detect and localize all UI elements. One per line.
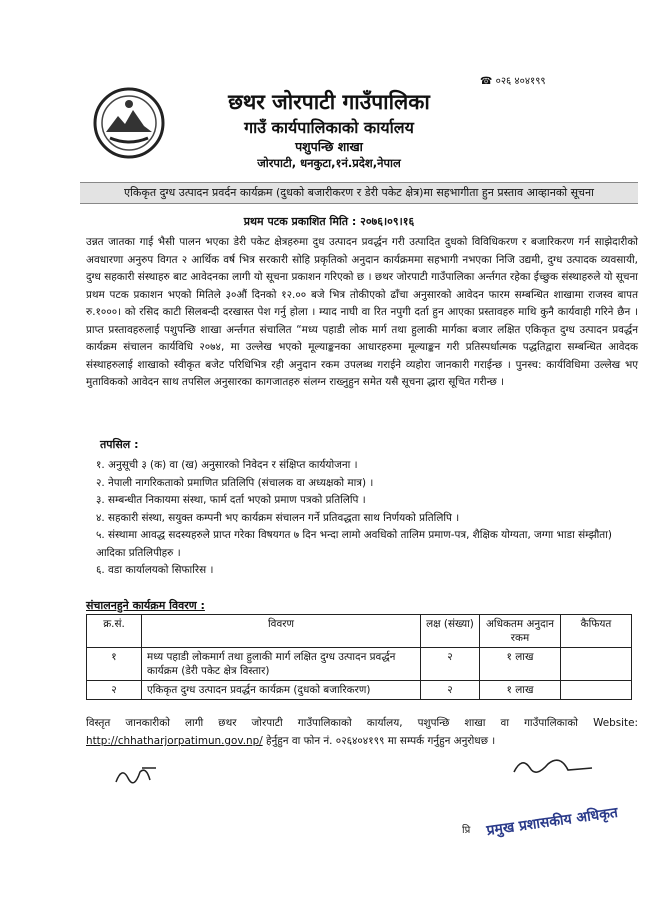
row-grant-amount: १ लाख [480,648,561,681]
section-name: पशुपन्छि शाखा [295,139,363,154]
official-stamp: प्रमुख प्रशासकीय अधिकृत [485,804,619,840]
tapsil-list [86,457,638,580]
row-description: एकिकृत दुग्ध उत्पादन प्रवर्द्धन कार्यक्रम (दुधको बजारिकरण) [142,681,421,700]
row-remark [561,648,632,681]
programs-title: संचालनहुने कार्यक्रम विवरण : [86,599,205,612]
column-header: लक्ष (संख्या) [421,615,480,648]
footer-text: हेर्नुहुन वा फोन नं. ०२६४०४१९९ मा सम्पर्क गर्नुहुन अनुरोधछ । [262,735,496,747]
column-header: अधिकतम अनुदान रकम [480,615,561,648]
list-item: ३. सम्बन्धीत निकायमा संस्था, फार्म दर्ता भएको प्रमाण पत्रको प्रतिलिपि । [96,494,366,506]
list-item: ६. वडा कार्यालयको सिफारिस । [96,564,214,576]
tapsil-heading: तपसिल : [100,438,139,451]
phone-number: ☎ ०२६ ४०४१९९ [480,76,546,87]
row-remark [561,681,632,700]
row-serial: २ [87,681,142,700]
row-target-count: २ [421,681,480,700]
handwritten-signature-right [508,754,598,786]
row-target-count: २ [421,648,480,681]
office-address: जोरपाटी, धनकुटा,१नं.प्रदेश,नेपाल [257,156,401,170]
contact-footer [86,714,638,750]
list-item: ५. संस्थामा आवद्ध सदस्यहरुले प्राप्त गरेका विषयगत ७ दिन भन्दा लामो अवधिको तालिम प्रमाण-पत्र, शैक्षिक योग्यता, जग्गा भाडा संम्झौता) आदिका प्रतिलिपीहरु । [96,529,612,559]
column-header: कैफियत [561,615,632,648]
website-link[interactable]: http://chhatharjorpatimun.gov.np/ [86,735,263,747]
handwritten-signature-left [112,762,160,790]
list-item: ४. सहकारी संस्था, सयुक्त कम्पनी भए कार्यक्रम संचालन गर्ने प्रतिवद्धता साथ निर्णयको प्रतिलिपि । [96,511,460,524]
programs-table [86,614,632,700]
row-description: मध्य पहाडी लोकमार्ग तथा हुलाकी मार्ग लक्षित दुग्ध उत्पादन प्रवर्द्धन कार्यक्रम (डेरी पकेट क्षेत्र विस्तार) [142,648,421,681]
notice-title-banner: एकिकृत दुग्ध उत्पादन प्रवर्दन कार्यक्रम (दुधको बजारीकरण र डेरी पकेट क्षेत्र)मा सहभागीता हुन प्रस्ताव आव्हानको सूचना [80,182,638,204]
list-item: २. नेपाली नागरिकताको प्रमाणित प्रतिलिपि (संचालक वा अध्यक्षको मात्र) । [96,476,374,489]
column-header: क्र.सं. [87,615,142,648]
footer-text: विस्तृत जानकारीको लागी छथर जोरपाटी गाउँपालिकाको कार्यालय, पशुपन्छि शाखा वा गाउँपालिकाको Website: [86,717,638,729]
notice-body: उन्नत जातका गाई भैसी पालन भएका डेरी पकेट क्षेत्रहरुमा दुध उत्पादन प्रवर्द्धन गरी उत्पादित दुधको विविधिकरण र बजारिकरण गर्न साझेदारीको अवधारणा अनुरुप विगत २ आर्थिक वर्ष भित्र सरकारी सोहि प्रकृतिको अनुदान कार्यक्रममा सहभागी नभएका निजि उद्यमी, दुग्ध उत्पादक व्यवसायी, दुग्ध सहकारी संस्थाहरु बाट आवेदनका लागी यो सूचना प्रकाशन गरिएको छ । छथर जोरपाटी गाउँपालिका अर्न्तगत रहेका ईच्छुक संस्थाहरुले यो सूचना प्रथम पटक प्रकाशन भएको मितिले ३०औं दिनको १२.०० बजे भित्र तोकीएको ढाँचा अनुसारको आवेदन फारम सम्बन्धित शाखामा राजस्व बापत रु.१०००। को रसिद काटी सिलबन्दी दरखास्त पेश गर्नु होला । म्याद नाघी वा रित नपुगी दर्ता हुन आएका प्रस्तावहरु माथि कुनै कार्यवाही गरिने छैन । प्राप्त प्रस्तावहरुलाई पशुपन्छि शाखा अर्न्तगत संचालित “मध्य पहाडी लोक मार्ग तथा हुलाकी मार्गका बजार लक्षित एकिकृत दुग्ध उत्पादन प्रवर्द्धन कार्यक्रम संचालन कार्यविधि २०७४, मा उल्लेख भएको मूल्याङ्कनका आधारहरुमा मूल्याङ्कन गरी प्रतिस्पर्धात्मक पद्धतिद्वारा सम्बन्धित आवेदक संस्थाहरुलाई शाखाको स्वीकृत बजेट परिधिभित्र रही अनुदान रकम उपलब्ध गराईने व्यहोरा जानकारी गराईन्छ । पुनस्च: कार्यविधिमा उल्लेख भए मुताविकको आवेदन साथ तपसिल अनुसारका कागजातहरु संलग्न राख्नुहुन समेत यसै सूचना द्धारा सूचित गरीन्छ । [86,236,638,388]
office-name: गाउँ कार्यपालिकाको कार्यालय [244,118,414,137]
table-row [87,681,632,700]
table-header-row [87,615,632,648]
organization-name: छथर जोरपाटी गाउँपालिका [228,90,430,114]
publish-date: प्रथम पटक प्रकाशित मिति : २०७६।०९।१६ [243,215,415,228]
stamp-prefix: प्रि [462,825,471,836]
list-item: १. अनुसूची ३ (क) वा (ख) अनुसारको निवेदन र संक्षिप्त कार्ययोजना । [96,459,358,471]
row-serial: १ [87,648,142,681]
column-header: विवरण [142,615,421,648]
row-grant-amount: १ लाख [480,681,561,700]
table-row [87,648,632,681]
